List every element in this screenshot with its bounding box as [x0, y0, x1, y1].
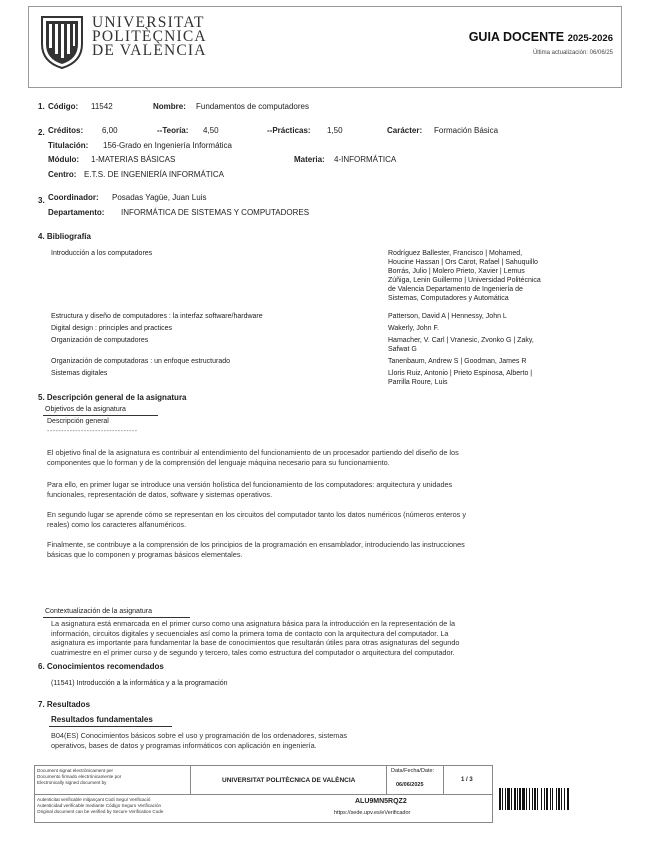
paragraph: Finalmente, se contribuye a la comprensión de los principios de la programación en ensamblador, introduciendo las instrucciones básicas que lo componen y programas básicos elementales.	[47, 540, 465, 559]
signature-date: 06/06/2025	[396, 782, 424, 788]
signed-by-text: Document signat electrònicament per Documento firmado electrónicamente por Electronically signed document by	[37, 768, 122, 785]
bib-title: Organización de computadoras : un enfoque estructurado	[51, 358, 231, 365]
modulo-label: Módulo:	[48, 155, 80, 164]
signature-box-divider	[443, 766, 444, 794]
practicas-value: 1,50	[327, 126, 343, 135]
page-number: 1 / 3	[461, 777, 473, 783]
contexto-underline	[43, 617, 190, 618]
bib-title: Estructura y diseño de computadores : la interfaz software/hardware	[51, 313, 263, 320]
codigo-label: Código:	[48, 102, 79, 111]
teoria-value: 4,50	[203, 126, 219, 135]
modulo-value: 1-MATERIAS BÁSICAS	[91, 155, 176, 164]
codigo-value: 11542	[91, 102, 113, 111]
conocimientos-item: (11541) Introducción a la informática y a la programación	[51, 680, 228, 687]
centro-label: Centro:	[48, 170, 77, 179]
bib-authors: Rodríguez Ballester, Francisco | Mohamed, Houcine Hassan | Ors Carot, Rafael | Sahuquillo Borrás, Julio | Molero Prieto, Xavier | Lemus Zúñiga, Lenin Guillermo | Universidad Politécnica de Valencia Departamento de Ingeniería de Sistemas, Computadores y Automática	[388, 250, 541, 302]
caracter-label: Carácter:	[387, 126, 423, 135]
creditos-value: 6,00	[102, 126, 118, 135]
paragraph: En segundo lugar se aprende cómo se representan en los circuitos del computador tanto los datos numéricos (números enteros y reales) como los caracteres alfanuméricos.	[47, 510, 466, 529]
barcode-icon	[499, 788, 611, 810]
materia-value: 4-INFORMÁTICA	[334, 155, 397, 164]
upv-logo-icon	[38, 14, 86, 70]
teoria-label: --Teoría:	[157, 126, 189, 135]
section-1-number: 1.	[38, 102, 45, 111]
last-updated: Última actualización: 06/06/25	[532, 50, 613, 56]
signature-box-divider	[190, 766, 191, 794]
descripcion-general-label: Descripción general	[47, 418, 109, 425]
paragraph: Para ello, en primer lugar se introduce una versión holística del funcionamiento de los computadores: arquitectura y unidades funcionales, representación de datos, software y sistemas operativos.	[47, 480, 453, 499]
dash-separator: --------------------------------	[47, 428, 138, 435]
coordinador-label: Coordinador:	[48, 193, 99, 202]
resultados-heading: 7. Resultados	[38, 700, 91, 709]
bib-authors: Patterson, David A | Hennessy, John L	[388, 313, 507, 320]
centro-value: E.T.S. DE INGENIERÍA INFORMÁTICA	[84, 170, 225, 179]
bib-authors: Tanenbaum, Andrew S | Goodman, James R	[388, 358, 527, 365]
caracter-value: Formación Básica	[434, 126, 499, 135]
coordinador-value: Posadas Yagüe, Juan Luis	[112, 193, 207, 202]
practicas-label: --Prácticas:	[267, 126, 311, 135]
objetivos-underline	[43, 415, 158, 416]
signature-box-divider	[35, 794, 492, 795]
date-label: Data/Fecha/Date:	[391, 768, 435, 774]
section-2-number: 2.	[38, 128, 45, 137]
doc-title: GUIA DOCENTE 2025-2026	[468, 30, 613, 44]
objetivos-label: Objetivos de la asignatura	[45, 406, 126, 413]
bib-authors: Lloris Ruiz, Antonio | Prieto Espinosa, Alberto | Parrilla Roure, Luis	[388, 370, 533, 386]
doc-year: 2025-2026	[567, 33, 613, 44]
contexto-label: Contextualización de la asignatura	[45, 608, 153, 615]
bibliografia-heading: 4. Bibliografía	[38, 232, 91, 241]
departamento-value: INFORMÁTICA DE SISTEMAS Y COMPUTADORES	[121, 208, 310, 217]
resultado-item: B04(ES) Conocimientos básicos sobre el uso y programación de los ordenadores, sistemas operativos, bases de datos y programas informáticos con aplicación en ingeniería.	[51, 731, 348, 750]
resultados-sub: Resultados fundamentales	[51, 715, 153, 724]
university-name: UNIVERSITAT POLITÈCNICA DE VALÈNCIA	[92, 14, 207, 59]
bib-title: Sistemas digitales	[51, 370, 108, 377]
csv-code: ALU9MN5RQZ2	[355, 798, 407, 805]
departamento-label: Departamento:	[48, 208, 105, 217]
signature-box-divider	[386, 766, 387, 794]
bib-title: Organización de computadores	[51, 337, 149, 344]
materia-label: Materia:	[294, 155, 325, 164]
paragraph: El objetivo final de la asignatura es contribuir al entendimiento del funcionamiento de un procesador partiendo del diseño de los componentes que lo forman y de la comprensión del lenguaje máquina necesario para su funcionamiento.	[47, 448, 459, 467]
descripcion-heading: 5. Descripción general de la asignatura	[38, 393, 187, 402]
section-3-number: 3.	[38, 196, 45, 205]
conocimientos-heading: 6. Conocimientos recomendados	[38, 662, 164, 671]
verification-url[interactable]: https://sede.upv.es/eVerificador	[334, 810, 411, 816]
bib-authors: Wakerly, John F.	[388, 325, 439, 332]
resultados-underline	[49, 726, 172, 727]
creditos-label: Créditos:	[48, 126, 84, 135]
bib-title: Introducción a los computadores	[51, 250, 153, 257]
footer-university: UNIVERSITAT POLITÈCNICA DE VALÈNCIA	[222, 777, 356, 784]
verification-text: Autenticitat verificable mitjançant Codi Segur Verificació Autenticidad verificable mediante Código Seguro Verificación Original document can be verified by Secure Verification Code	[37, 797, 164, 814]
titulacion-value: 156-Grado en Ingeniería Informática	[103, 141, 232, 150]
bib-title: Digital design : principles and practices	[51, 325, 173, 332]
contexto-paragraph: La asignatura está enmarcada en el primer curso como una asignatura básica para la introducción en la representación de la información, circuitos digitales y secuenciales así como la primera toma de contacto con la arquitectura del computador. La asignatura es importante para fundamentar la base de conocimientos que resultarán útiles para otras asignaturas del segundo cuatrimestre en el primer curso y de segundo y tercero, tales como estructura del computador o arquitectura del computador.	[51, 619, 460, 657]
titulacion-label: Titulación:	[48, 141, 89, 150]
nombre-label: Nombre:	[153, 102, 186, 111]
nombre-value: Fundamentos de computadores	[196, 102, 309, 111]
bib-authors: Hamacher, V. Carl | Vranesic, Zvonko G | Zaky, Safwat G	[388, 337, 534, 353]
